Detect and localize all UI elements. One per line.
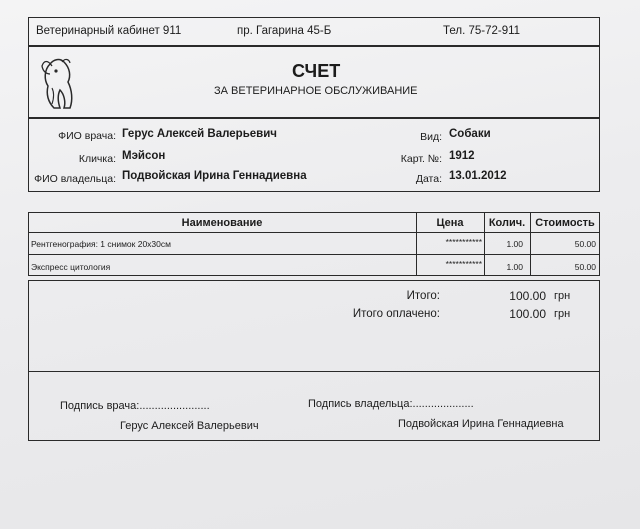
row-2-cost: 50.00 xyxy=(574,262,596,272)
doctor-label: ФИО врача: xyxy=(58,130,116,142)
clinic-phone: Тел. 75-72-911 xyxy=(443,25,521,37)
total-value: 100.00 xyxy=(509,289,546,303)
clinic-name: Ветеринарный кабинет 911 xyxy=(36,25,182,37)
paid-currency: грн xyxy=(554,308,571,320)
owner-signature-label: Подпись владельца:.................... xyxy=(308,398,474,410)
date-value: 13.01.2012 xyxy=(449,170,507,182)
totals-box xyxy=(28,280,600,441)
table-divider xyxy=(28,232,600,233)
invoice-subtitle: ЗА ВЕТЕРИНАРНОЕ ОБСЛУЖИВАНИЕ xyxy=(214,85,418,97)
card-value: 1912 xyxy=(449,150,475,162)
nickname-label: Кличка: xyxy=(78,153,116,165)
row-2-name: Экспресс цитология xyxy=(31,262,111,272)
col-header-cost: Стоимость xyxy=(535,217,595,229)
doctor-signature-label: Подпись врача:....................... xyxy=(60,400,210,412)
date-label: Дата: xyxy=(415,173,442,185)
title-box xyxy=(28,46,600,118)
paid-value: 100.00 xyxy=(509,307,546,321)
owner-signature-name: Подвойская Ирина Геннадиевна xyxy=(398,418,564,430)
species-label: Вид: xyxy=(420,131,442,143)
row-2-price: *********** xyxy=(445,259,482,269)
species-value: Собаки xyxy=(449,128,491,140)
row-1-price: *********** xyxy=(445,237,482,247)
row-1-qty: 1.00 xyxy=(506,239,523,249)
row-2-qty: 1.00 xyxy=(506,262,523,272)
doctor-signature-name: Герус Алексей Валерьевич xyxy=(120,420,259,432)
nickname-value: Мэйсон xyxy=(122,150,166,162)
table-divider xyxy=(28,254,600,255)
paid-label: Итого оплачено: xyxy=(352,308,440,320)
dog-logo-icon xyxy=(38,52,78,112)
totals-divider xyxy=(28,371,600,372)
clinic-address: пр. Гагарина 45-Б xyxy=(237,25,332,37)
row-1-name: Рентгенография: 1 снимок 20x30см xyxy=(31,239,171,249)
card-label: Карт. №: xyxy=(400,153,442,165)
col-header-qty: Колич. xyxy=(488,217,526,229)
row-1-cost: 50.00 xyxy=(574,239,596,249)
owner-value: Подвойская Ирина Геннадиевна xyxy=(122,170,307,182)
doctor-value: Герус Алексей Валерьевич xyxy=(122,128,277,140)
total-label: Итого: xyxy=(406,290,440,302)
owner-label: ФИО владельца: xyxy=(34,173,116,185)
invoice-title: СЧЕТ xyxy=(292,61,341,81)
col-header-name: Наименование xyxy=(181,217,263,229)
total-currency: грн xyxy=(554,290,571,302)
col-header-price: Цена xyxy=(436,217,464,229)
